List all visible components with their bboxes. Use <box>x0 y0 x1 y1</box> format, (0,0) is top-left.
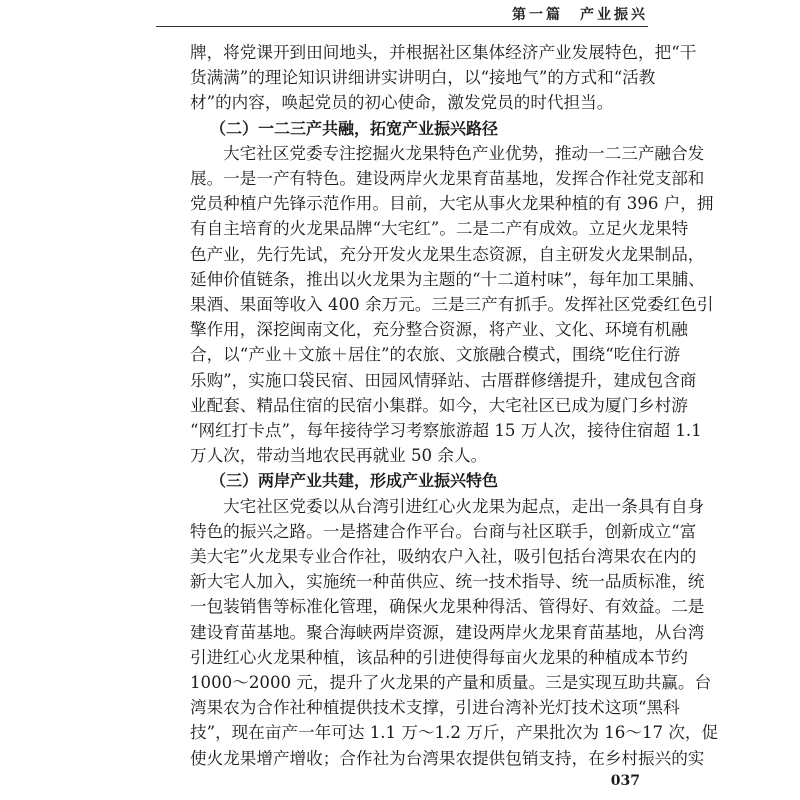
text-line: “网红打卡点”，每年接待学习考察旅游超 15 万人次，接待住宿超 1.1 <box>190 421 702 441</box>
text-line: 技”，现在亩产一年可达 1.1 万～1.2 万斤，产果批次为 16～17 次，促 <box>190 723 719 743</box>
section-heading: （三）两岸产业共建，形成产业振兴特色 <box>210 471 499 491</box>
text-line: 使火龙果增产增收；合作社为台湾果农提供包销支持，在乡村振兴的实 <box>190 748 705 768</box>
text-line: 合，以“产业＋文旅＋居住”的农旅、文旅融合模式，围绕“吃住行游 <box>190 345 681 365</box>
section-heading: （二）一二三产共融，拓宽产业振兴路径 <box>210 118 499 138</box>
text-line: 建设育苗基地。聚合海峡两岸资源，建设两岸火龙果育苗基地，从台湾 <box>190 622 705 642</box>
text-line: 万人次，带动当地农民再就业 50 余人。 <box>190 446 488 466</box>
text-line: 湾果农为合作社种植提供技术支撑，引进台湾补光灯技术这项“黑科 <box>190 698 680 718</box>
text-line: 大宅社区党委以从台湾引进红心火龙果为起点，走出一条具有自身 <box>223 496 705 516</box>
body-text <box>190 40 719 771</box>
text-line: 材”的内容，唤起党员的初心使命，激发党员的时代担当。 <box>190 93 614 113</box>
text-line: 引进红心火龙果种植，该品种的引进使得每亩火龙果的种植成本节约 <box>190 647 688 667</box>
text-line: 货满满”的理论知识讲细讲实讲明白，以“接地气”的方式和“活教 <box>190 68 656 88</box>
text-line: 业配套、精品住宿的民宿小集群。如今，大宅社区已成为厦门乡村游 <box>190 395 688 415</box>
page-number: 037 <box>610 773 640 789</box>
text-line: 美大宅”火龙果专业合作社，吸纳农户入社，吸引包括台湾果农在内的 <box>190 547 697 567</box>
text-line: 1000～2000 元，提升了火龙果的产量和质量。三是实现互助共赢。台 <box>190 673 712 693</box>
text-line: 新大宅人加入，实施统一种苗供应、统一技术指导、统一品质标准，统 <box>190 572 705 592</box>
text-line: 一包装销售等标准化管理，确保火龙果种得活、管得好、有效益。二是 <box>190 597 705 617</box>
text-line: 有自主培育的火龙果品牌“大宅红”。二是二产有成效。立足火龙果特 <box>190 219 689 239</box>
text-line: 延伸价值链条，推出以火龙果为主题的“十二道村味”，每年加工果脯、 <box>190 269 705 289</box>
text-line: 乐购”，实施口袋民宿、田园风情驿站、古厝群修缮提升，建成包含商 <box>190 370 697 390</box>
header-rule <box>156 26 648 27</box>
text-line: 色产业，先行先试，充分开发火龙果生态资源，自主研发火龙果制品， <box>190 244 705 264</box>
text-line: 展。一是一产有特色。建设两岸火龙果育苗基地，发挥合作社党支部和 <box>190 169 705 189</box>
running-head: 第一篇 产业振兴 <box>512 7 648 23</box>
text-line: 大宅社区党委专注挖掘火龙果特色产业优势，推动一二三产融合发 <box>223 143 705 163</box>
text-line: 特色的振兴之路。一是搭建合作平台。台商与社区联手，创新成立“富 <box>190 521 697 541</box>
text-line: 擎作用，深挖闽南文化，充分整合资源，将产业、文化、环境有机融 <box>190 320 688 340</box>
text-line: 党员种植户先锋示范作用。目前，大宅从事火龙果种植的有 396 户，拥 <box>190 194 714 214</box>
text-line: 果酒、果面等收入 400 余万元。三是三产有抓手。发挥社区党委红色引 <box>190 295 714 315</box>
text-line: 牌，将党课开到田间地头，并根据社区集体经济产业发展特色，把“干 <box>190 43 697 62</box>
